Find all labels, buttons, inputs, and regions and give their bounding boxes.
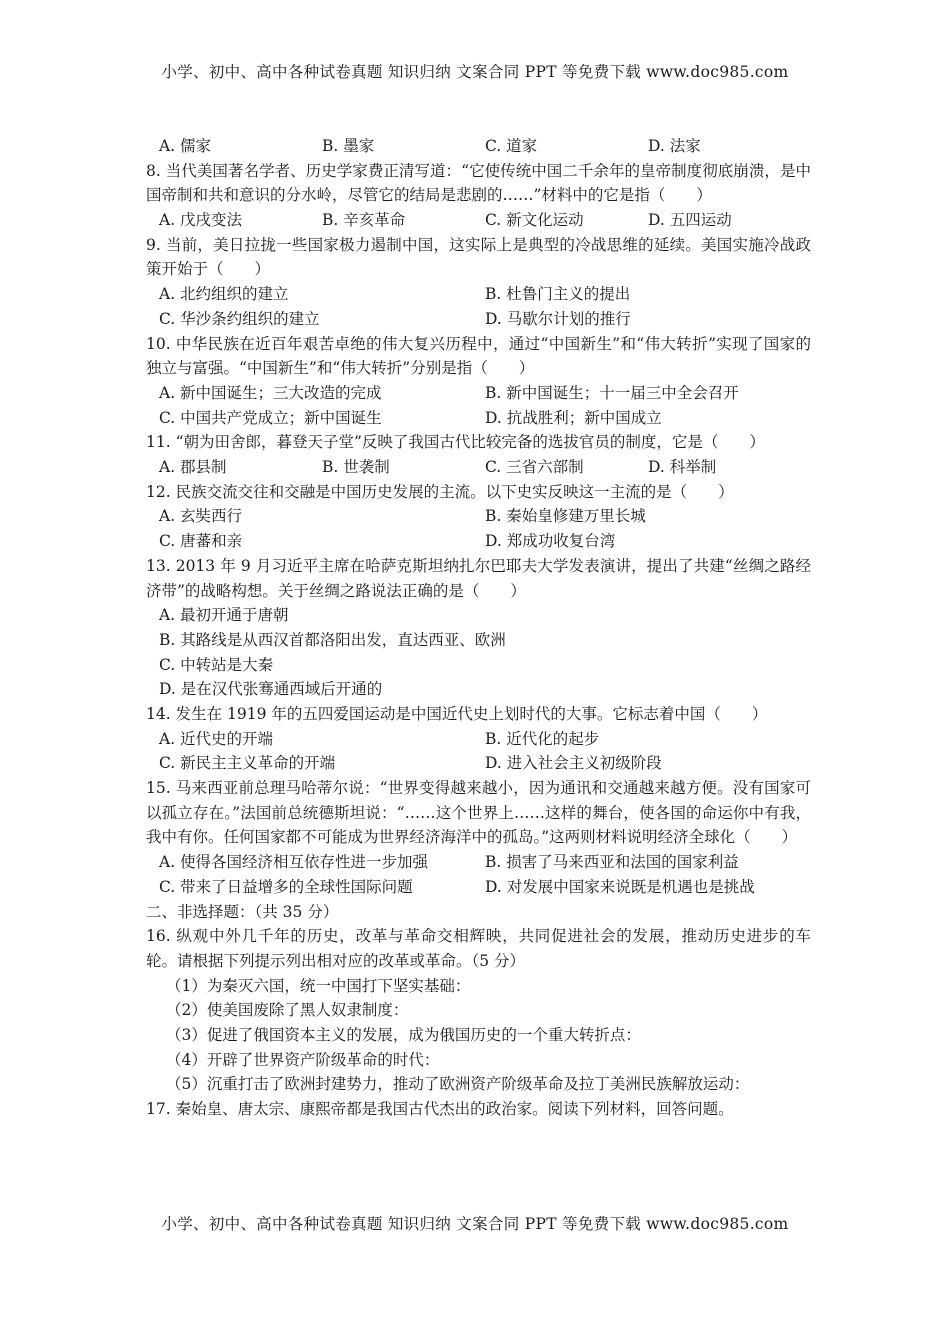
q14-stem: 14. 发生在 1919 年的五四爱国运动是中国近代史上划时代的大事。它标志着中国（ ）	[146, 704, 768, 723]
q7-option-d: D. 法家	[648, 137, 701, 155]
q8-option-b: B. 辛亥革命	[322, 211, 406, 230]
q11-stem: 11. “朝为田舍郎，暮登天子堂”反映了我国古代比较完备的选拔官员的制度，它是（ ）	[146, 433, 765, 452]
q7-option-b: B. 墨家	[322, 137, 375, 155]
q15-options-row1	[146, 850, 811, 875]
q7-options	[146, 134, 811, 159]
q13-stem: 13. 2013 年 9 月习近平主席在哈萨克斯坦纳扎尔巴耶夫大学发表演讲，提出了共建“丝绸之路经济带”的战略构想。关于丝绸之路说法正确的是（ ）	[146, 556, 811, 600]
q11-option-a: A. 郡县制	[159, 458, 227, 477]
q16-stem: 16. 纵观中外几千年的历史，改革与革命交相辉映，共同促进社会的发展，推动历史进步的车轮。请根据下列提示列出相对应的改革或革命。（5 分）	[146, 927, 811, 970]
q12-options-row1	[146, 504, 811, 529]
q9-options-row1	[146, 282, 811, 307]
q14-option-a: A. 近代史的开端	[159, 729, 274, 748]
q11-option-d: D. 科举制	[648, 458, 717, 477]
q9-option-d: D. 马歇尔计划的推行	[485, 309, 631, 328]
q8-stem: 8. 当代美国著名学者、历史学家费正清写道：“它使传统中国二千余年的皇帝制度彻底崩溃，是中国帝制和共和意识的分水岭，尽管它的结局是悲剧的……”材料中的它是指（ ）	[146, 161, 811, 205]
q15-option-d: D. 对发展中国家来说既是机遇也是挑战	[485, 877, 755, 896]
q15-option-a: A. 使得各国经济相互依存性进一步加强	[159, 853, 429, 872]
q10-option-c: C. 中国共产党成立；新中国诞生	[159, 408, 382, 427]
page-header-banner: 小学、初中、高中各种试卷真题 知识归纳 文案合同 PPT 等免费下载 www.doc985.com	[161, 63, 789, 81]
q10-options-row2	[146, 406, 811, 431]
q14-options-row2	[146, 751, 811, 776]
q12-option-b: B. 秦始皇修建万里长城	[485, 507, 646, 526]
q9-option-b: B. 杜鲁门主义的提出	[485, 285, 631, 304]
q9-option-a: A. 北约组织的建立	[159, 285, 289, 304]
section-heading: 二、非选择题：（共 35 分）	[146, 902, 339, 921]
q8-option-a: A. 戊戌变法	[159, 211, 243, 230]
q16-item-2: （2）使美国废除了黑人奴隶制度：	[166, 1001, 409, 1020]
q10-option-a: A. 新中国诞生；三大改造的完成	[159, 383, 382, 402]
q8-option-c: C. 新文化运动	[485, 211, 584, 230]
q12-option-a: A. 玄奘西行	[159, 507, 243, 526]
q15-stem: 15. 马来西亚前总理马哈蒂尔说：“世界变得越来越小，因为通讯和交通越来越方便。没有国家可以孤立存在。”法国前总统德斯坦说：“……这个世界上……这样的舞台，使各国的命运你中有我，我中有你。任何国家都不可能成为世界经济海洋中的孤岛。”这两则材料说明经济全球化（ ）	[146, 779, 811, 847]
q12-option-c: C. 唐蕃和亲	[159, 532, 243, 551]
q10-option-d: D. 抗战胜利；新中国成立	[485, 408, 662, 427]
q7-option-a: A. 儒家	[159, 137, 212, 155]
q17-stem: 17. 秦始皇、唐太宗、康熙帝都是我国古代杰出的政治家。阅读下列材料，回答问题。	[146, 1100, 734, 1119]
q13-option-a: A. 最初开通于唐朝	[159, 606, 289, 625]
q14-option-c: C. 新民主主义革命的开端	[159, 754, 336, 773]
q9-stem: 9. 当前，美日拉拢一些国家极力遏制中国，这实际上是典型的冷战思维的延续。美国实施冷战政策开始于（ ）	[146, 235, 811, 279]
q7-option-c: C. 道家	[485, 137, 538, 155]
q14-option-b: B. 近代化的起步	[485, 729, 600, 748]
q16-item-1: （1）为秦灭六国，统一中国打下坚实基础：	[166, 976, 471, 995]
q16-item-4: （4）开辟了世界资产阶级革命的时代：	[166, 1050, 440, 1069]
q15-option-c: C. 带来了日益增多的全球性国际问题	[159, 877, 413, 896]
q10-stem: 10. 中华民族在近百年艰苦卓绝的伟大复兴历程中，通过“中国新生”和“伟大转折”实现了国家的独立与富强。“中国新生”和“伟大转折”分别是指（ ）	[146, 334, 811, 378]
q15-options-row2	[146, 875, 811, 900]
q15-option-b: B. 损害了马来西亚和法国的国家利益	[485, 853, 739, 872]
q11-option-b: B. 世袭制	[322, 458, 390, 477]
q12-options-row2	[146, 529, 811, 554]
q14-options-row1	[146, 727, 811, 752]
q10-option-b: B. 新中国诞生；十一届三中全会召开	[485, 383, 739, 402]
q8-options	[146, 208, 811, 233]
q10-options-row1	[146, 381, 811, 406]
page-footer-banner: 小学、初中、高中各种试卷真题 知识归纳 文案合同 PPT 等免费下载 www.doc985.com	[161, 1215, 789, 1233]
q9-options-row2	[146, 307, 811, 332]
q11-options	[146, 455, 811, 480]
exam-content	[146, 134, 811, 1122]
q13-option-d: D. 是在汉代张骞通西域后开通的	[159, 680, 383, 699]
q14-option-d: D. 进入社会主义初级阶段	[485, 754, 662, 773]
q16-item-3: （3）促进了俄国资本主义的发展，成为俄国历史的一个重大转折点：	[166, 1025, 641, 1044]
q9-option-c: C. 华沙条约组织的建立	[159, 309, 320, 328]
q16-item-5: （5）沉重打击了欧洲封建势力，推动了欧洲资产阶级革命及拉丁美洲民族解放运动：	[166, 1075, 750, 1094]
q12-option-d: D. 郑成功收复台湾	[485, 532, 616, 551]
q13-option-c: C. 中转站是大秦	[159, 655, 274, 674]
q12-stem: 12. 民族交流交往和交融是中国历史发展的主流。以下史实反映这一主流的是（ ）	[146, 482, 734, 501]
q13-option-b: B. 其路线是从西汉首都洛阳出发，直达西亚、欧洲	[159, 630, 506, 649]
q11-option-c: C. 三省六部制	[485, 458, 584, 477]
q8-option-d: D. 五四运动	[648, 211, 732, 230]
